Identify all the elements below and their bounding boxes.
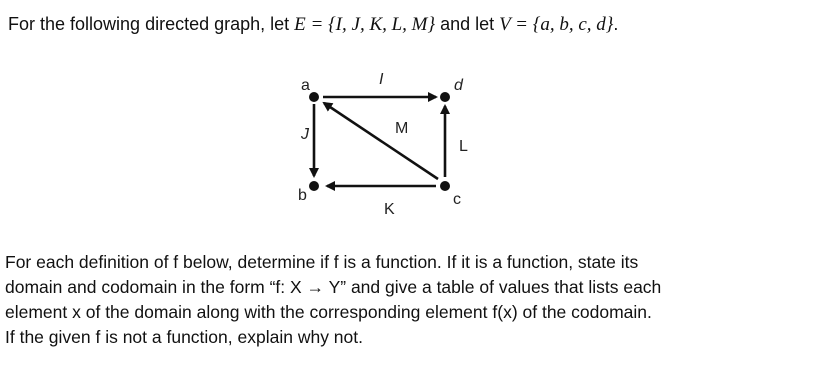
vertex-label-b: b xyxy=(298,187,307,204)
question-paragraph xyxy=(5,250,805,350)
vertex-set-definition: V = {a, b, c, d} xyxy=(499,14,614,35)
intro-text-2: and let xyxy=(435,14,500,34)
edge-label-L: L xyxy=(459,138,468,155)
vertex-a-dot xyxy=(309,92,319,102)
edge-set-definition: E = {I, J, K, L, M} xyxy=(294,14,436,35)
edge-label-M: M xyxy=(395,120,409,137)
directed-graph-figure xyxy=(250,62,530,232)
question-line-3: element x of the domain along with the corresponding element f(x) of the codomain. xyxy=(5,302,652,322)
vertex-d-dot xyxy=(440,92,450,102)
vertex-b-dot xyxy=(309,181,319,191)
question-line-2: domain and codomain in the form “f: X → Y” and give a table of values that lists each xyxy=(5,277,662,297)
edge-label-K: K xyxy=(384,201,395,218)
intro-text-3: . xyxy=(613,14,619,34)
vertex-label-d: d xyxy=(454,77,463,94)
edge-M-line xyxy=(324,103,438,179)
question-line-4: If the given f is not a function, explain why not. xyxy=(5,327,363,347)
problem-intro xyxy=(8,12,618,37)
vertex-label-c: c xyxy=(453,191,461,208)
vertex-c-dot xyxy=(440,181,450,191)
edge-label-I: I xyxy=(379,71,384,88)
vertex-label-a: a xyxy=(301,77,310,94)
intro-text-1: For the following directed graph, let xyxy=(8,14,295,34)
edge-label-J: J xyxy=(301,126,309,143)
question-line-1: For each definition of f below, determine if f is a function. If it is a function, state its xyxy=(5,252,639,272)
